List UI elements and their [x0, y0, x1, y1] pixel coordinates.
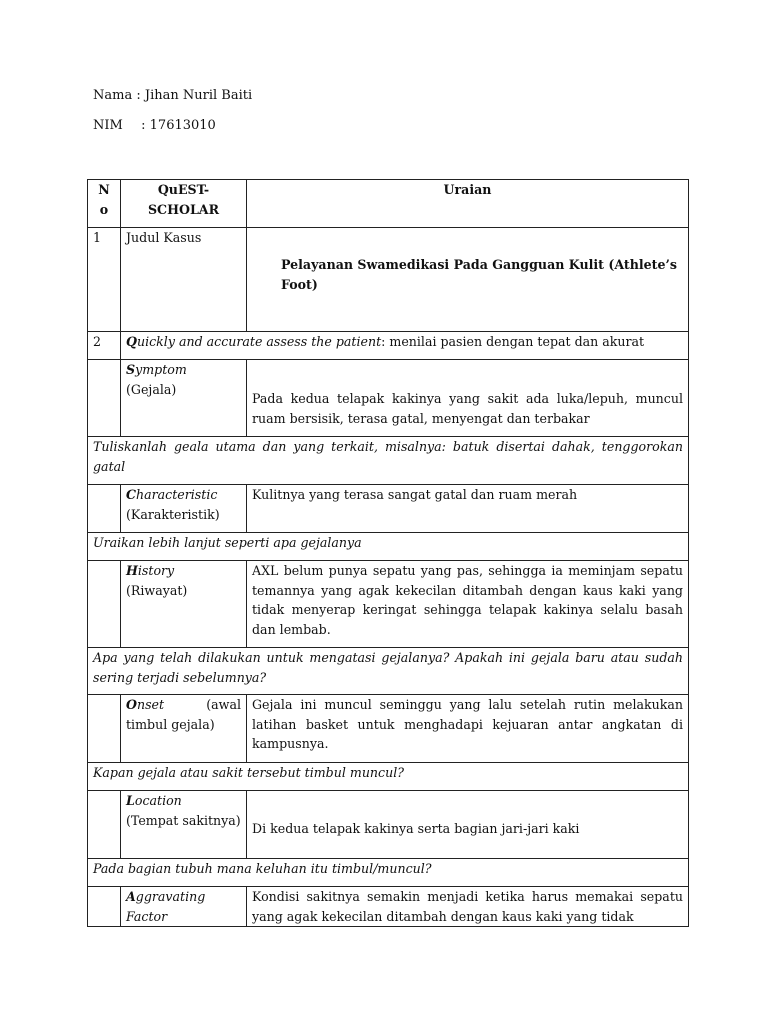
location-value: Di kedua telapak kakinya serta bagian jari-jari kaki	[247, 791, 689, 859]
row2-q-initial: Q	[126, 334, 137, 349]
aggr-initial: A	[126, 889, 136, 904]
table-row	[88, 859, 689, 887]
table-header-row	[88, 180, 689, 228]
table-row	[88, 791, 689, 859]
loc-rest: ocation	[134, 793, 182, 808]
symptom-sub: (Gejala)	[126, 381, 177, 397]
header-uraian: Uraian	[247, 180, 689, 228]
name-label: Nama	[93, 88, 133, 103]
aggr-rest: ggravating	[135, 889, 206, 904]
row1-title: Pelayanan Swamedikasi Pada Gangguan Kulit (Athlete’s Foot)	[247, 228, 689, 332]
nim-label: NIM	[93, 118, 123, 133]
onset-label	[121, 695, 247, 763]
onset-sub2: timbul gejala)	[126, 716, 215, 732]
row1-no: 1	[88, 228, 121, 332]
empty-cell	[88, 561, 121, 648]
table-row	[88, 228, 689, 332]
header-quest-line2: SCHOLAR	[147, 201, 220, 217]
table-row	[88, 332, 689, 360]
table-row	[88, 533, 689, 561]
header-no	[88, 180, 121, 228]
nim-value: : 17613010	[141, 118, 216, 133]
onset-sub1: (awal	[206, 697, 241, 712]
row2-quickly	[121, 332, 689, 360]
aggravating-value: Kondisi sakitnya semakin menjadi ketika harus memakai sepatu yang agak kekecilan ditambah dengan kaus kaki yang tidak	[247, 887, 689, 927]
empty-cell	[88, 360, 121, 437]
onset-line1	[126, 695, 241, 715]
characteristic-label	[121, 485, 247, 533]
history-value: AXL belum punya sepatu yang pas, sehingga ia meminjam sepatu temannya yang agak kekecilan ditambah dengan kaus kaki yang tidak menyerap keringat sehingga telapak kakinya selalu basah dan lembab.	[247, 561, 689, 648]
char-initial: C	[126, 487, 137, 502]
table-row	[88, 887, 689, 927]
row1-label: Judul Kasus	[121, 228, 247, 332]
header-no-line1: N	[98, 182, 110, 197]
table-row	[88, 485, 689, 533]
symptom-initial: S	[126, 362, 136, 377]
characteristic-value: Kulitnya yang terasa sangat gatal dan ruam merah	[247, 485, 689, 533]
onset-initial: O	[126, 697, 137, 712]
hist-initial: H	[126, 563, 138, 578]
symptom-rest: ymptom	[135, 362, 187, 377]
loc-sub: (Tempat sakitnya)	[126, 812, 241, 828]
header-no-line2: o	[99, 201, 109, 217]
symptom-value: Pada kedua telapak kakinya yang sakit ada luka/lepuh, muncul ruam bersisik, terasa gatal, menyengat dan terbakar	[247, 360, 689, 437]
header-quest-line1: QuEST-	[157, 182, 210, 197]
quest-scholar-table	[87, 179, 689, 927]
symptom-note: Tuliskanlah geala utama dan yang terkait, misalnya: batuk disertai dahak, tenggorokan gatal	[88, 437, 689, 485]
aggravating-label	[121, 887, 247, 927]
onset-note: Kapan gejala atau sakit tersebut timbul muncul?	[88, 763, 689, 791]
hist-rest: istory	[137, 563, 175, 578]
student-name-row	[93, 88, 252, 103]
symptom-label	[121, 360, 247, 437]
empty-cell	[88, 887, 121, 927]
location-label	[121, 791, 247, 859]
row2-no: 2	[88, 332, 121, 360]
name-value: : Jihan Nuril Baiti	[136, 88, 253, 103]
loc-initial: L	[126, 793, 135, 808]
empty-cell	[88, 695, 121, 763]
char-rest: haracteristic	[136, 487, 218, 502]
empty-cell	[88, 791, 121, 859]
table-row	[88, 360, 689, 437]
table-row	[88, 648, 689, 695]
table-row	[88, 561, 689, 648]
table-row	[88, 695, 689, 763]
row2-desc: : menilai pasien dengan tepat dan akurat	[381, 334, 645, 349]
row2-q-rest: uickly and accurate assess the patient	[136, 334, 382, 349]
hist-sub: (Riwayat)	[126, 582, 188, 598]
header-quest	[121, 180, 247, 228]
onset-rest: nset	[136, 697, 165, 712]
onset-value: Gejala ini muncul seminggu yang lalu setelah rutin melakukan latihan basket untuk menghadapi kejuaran antar angkatan di kampusnya.	[247, 695, 689, 763]
student-nim-row	[93, 118, 216, 133]
char-sub: (Karakteristik)	[126, 506, 220, 522]
location-note: Pada bagian tubuh mana keluhan itu timbul/muncul?	[88, 859, 689, 887]
table-row	[88, 763, 689, 791]
history-label	[121, 561, 247, 648]
history-note: Apa yang telah dilakukan untuk mengatasi gejalanya? Apakah ini gejala baru atau sudah sering terjadi sebelumnya?	[88, 648, 689, 695]
aggr-sub: Factor	[126, 908, 168, 924]
table-row	[88, 437, 689, 485]
empty-cell	[88, 485, 121, 533]
characteristic-note: Uraikan lebih lanjut seperti apa gejalanya	[88, 533, 689, 561]
